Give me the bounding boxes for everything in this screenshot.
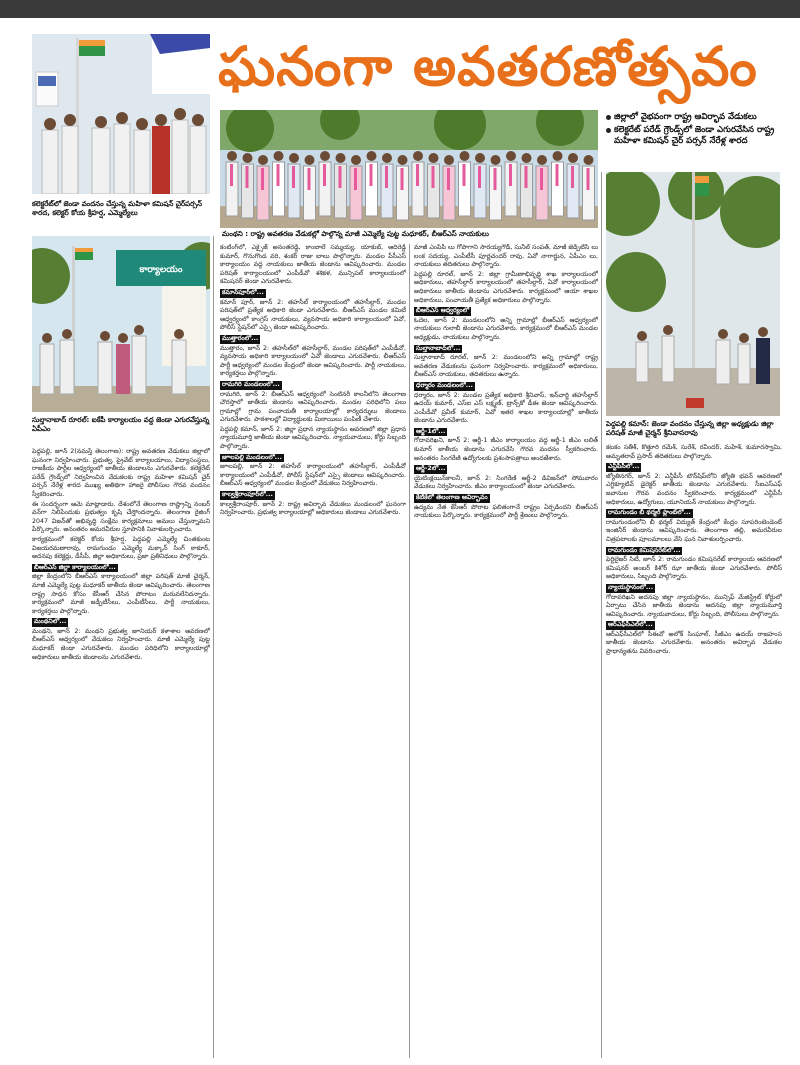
person-head — [491, 155, 501, 165]
section-subheading: బీఆర్ఎస్ జిల్లా కార్యాలయంలో... — [34, 563, 116, 571]
person-head — [460, 151, 470, 161]
section-subheading: న్యాయస్థానంలో... — [608, 583, 654, 591]
person-head — [429, 153, 439, 163]
section-subheading: జూలపల్లి మండలంలో... — [222, 453, 282, 461]
person-head — [227, 151, 237, 161]
section-subheading: కమాన్‌పూర్‌లో... — [222, 288, 264, 296]
person-scarf — [463, 164, 466, 186]
bullet-icon — [606, 128, 611, 133]
person-head — [382, 153, 392, 163]
person-scarf — [416, 164, 419, 186]
highlights-list — [606, 112, 796, 149]
article-paragraph: సుల్తానాబాద్ రూరల్, జూన్ 2: మండలంలోని అన్ని గ్రామాల్లో రాష్ట్ర అవతరణ వేడుకలను ఘనంగా నిర్వహించారు. కార్యక్రమంలో అధికారులు, బీఆర్ఎస్ నాయకులు, తదితరులు ఉన్నారు. — [414, 354, 598, 379]
subheading-row — [606, 546, 782, 557]
article-paragraph: పెద్దపల్లి కమాన్, జూన్ 2: జిల్లా ప్రధాన న్యాయస్థానం ఆవరణలో జిల్లా ప్రధాన న్యాయమూర్తి జాతీయ జెండా ఆవిష్కరించారు. న్యాయవాదులు, కోర్టు సిబ్బంది పాల్గొన్నారు. — [220, 425, 406, 451]
article-paragraph: పెద్దపల్లి, జూన్ 2(నమస్తే తెలంగాణ): రాష్ట్ర అవతరణ వేడుకలు జిల్లాలో ఘనంగా నిర్వహించారు. ప్రభుత్వ, ప్రైవేట్ కార్యాలయాలు, విద్యాసంస్థలు, రాజకీయ పార్టీల ఆధ్వర్యంలో జాతీయ జెండాలను ఎగురవేశారు. కలెక్టరేట్ పరేడ్ గ్రౌండ్స్‌లో నిర్వహించిన వేడుకలకు రాష్ట్ర మహిళా కమిషన్ చైర్ పర్సన్ నేరేళ్ల శారద ముఖ్య అతిథిగా హాజరై పోలీసుల గౌరవ వందనం స్వీకరించారు. — [32, 448, 210, 498]
article-paragraph: మంథని, జూన్ 2: మంథని ప్రభుత్వ జూనియర్ కళాశాల ఆవరణలో బీఆర్ఎస్ ఆధ్వర్యంలో వేడుకలు నిర్వహించారు. మాజీ ఎమ్మెల్యే పుట్ట మధూకర్ జెండా ఎగురవేశారు. మండల పరిధిలోని కార్యాలయాల్లో అధికారులు జాతీయ జెండాలను ఎగురవేశారు. — [32, 627, 210, 661]
person-scarf — [308, 168, 311, 190]
article-column-left — [32, 448, 210, 1060]
person-scarf — [354, 168, 357, 190]
person-head — [336, 153, 346, 163]
person-scarf — [540, 168, 543, 190]
section-subheading: ఎన్టీపీసీలో... — [608, 463, 640, 471]
page-header-bar — [0, 0, 800, 18]
section-subheading: ముత్తారంలో... — [222, 334, 259, 342]
subheading-row — [606, 620, 782, 631]
article-paragraph: యైటింక్లయిన్‌కాలనీ, జూన్ 2: సింగరేణి ఆర్జీ-2 డివిజన్‌లో సోమవారం వేడుకలు నిర్వహించారు. జీఎం కార్యాలయంలో జెండా ఎగురవేశారు. — [414, 474, 598, 491]
section-subheading: కేటీకేలో తెలంగాణ ఆవిర్భావం — [416, 494, 488, 502]
person-scarf — [478, 166, 481, 188]
column-divider — [213, 236, 214, 1058]
article-paragraph: కమాన్ పూర్, జూన్ 2: తహసీల్ కార్యాలయంలో తహసీల్దార్, మండల పరిషత్‌లో ప్రత్యేక అధికారి జెండా ఎగురవేశారు. బీఆర్ఎస్ మండల కమిటీ ఆధ్వర్యంలో కాంగ్రెస్ నాయకులు, వ్యవసాయ అధికారి కార్యాలయంలో ఏవో, పోలీస్ స్టేషన్‌లో ఎస్సై జెండా ఆవిష్కరించారు. — [220, 298, 406, 332]
person-scarf — [509, 164, 512, 186]
section-subheading: మంథనిలో... — [34, 618, 67, 626]
person-head — [351, 155, 361, 165]
subheading-row — [220, 380, 406, 391]
article-paragraph: గోదావరిఖని అదనపు జిల్లా న్యాయస్థానం, మున్సిఫ్ మేజిస్ట్రేట్ కోర్టులో ఏర్పాటు చేసిన జాతీయ జెండాను ఆదనపు జిల్లా న్యాయమూర్తి ఆవిష్కరించారు. న్యాయవాదులు, కోర్టు సిబ్బంది, పోలీసులు పాల్గొన్నారు. — [606, 593, 782, 618]
person-head — [413, 151, 423, 161]
person-scarf — [370, 164, 373, 186]
article-column-middle — [220, 244, 406, 1060]
section-subheading: ఆర్జీ-2లో... — [416, 465, 446, 473]
sign-board-text: కార్యాలయం — [139, 265, 183, 275]
person-scarf — [339, 166, 342, 188]
caption-photo-left-middle: సుల్తానాబాద్ రూరల్: ఐకేపీ కార్యాలయం వద్ద జెండా ఎగురవేస్తున్న ఏపీఎం — [32, 416, 210, 433]
person-scarf — [323, 164, 326, 186]
article-paragraph: ధర్మారం, జూన్ 2: మండల ప్రత్యేక అధికారి శ్రీనివాస్, ఇన్‌చార్జి తహసీల్దార్ ఉదయ్ కుమార్, ఎస్ఐ ఎస్ లక్ష్మణ్, ట్రాన్స్‌కో డీఈ జెండా ఆవిష్కరించారు. ఎంపీడీవో ప్రవీణ్ కుమార్, ఏవో ఇతర శాఖల కార్యాలయాల్లో జాతీయ జెండాను ఎగురవేశారు. — [414, 391, 598, 425]
person-scarf — [525, 166, 528, 188]
person-scarf — [385, 166, 388, 188]
article-paragraph: గోదావరిఖని, జూన్ 2: ఆర్జీ-1 జీఎం కార్యాలయం వద్ద ఆర్జీ-1 జీఎం లలిత్ కుమార్ జాతీయ జెండాను ఎగురవేసి గౌరవ వందనం స్వీకరించారు. అనంతరం సింగరేణి ఉద్యోగులకు ప్రశంసాపత్రాలు అందజేశారు. — [414, 437, 598, 462]
article-paragraph: జిల్లా కేంద్రంలోని బీఆర్ఎస్ కార్యాలయంలో జిల్లా పరిషత్ మాజీ చైర్మన్, మాజీ ఎమ్మెల్యే పుట్ట మధూకర్ జాతీయ జెండా ఆవిష్కరించారు. తెలంగాణ రాష్ట్ర సాధన కోసం కేసీఆర్ చేసిన పోరాటం మరువలేనిదన్నారు. కార్యక్రమంలో మాజీ జడ్పీటీసీలు, ఎంపీటీసీలు, పార్టీ నాయకులు, కార్యకర్తలు పాల్గొన్నారు. — [32, 573, 210, 615]
person-scarf — [494, 168, 497, 190]
subheading-row — [414, 464, 598, 475]
article-paragraph: ఓదెల, జూన్ 2: మండలంలోని అన్ని గ్రామాల్లో బీఆర్ఎస్ ఆధ్వర్యంలో నాయకులు గులాబీ జెండాను ఎగురవేశారు. కార్యక్రమంలో బీఆర్ఎస్ మండల అధ్యక్షుడు, నాయకులు పాల్గొన్నారు. — [414, 316, 598, 341]
article-paragraph: జూలపల్లి, జూన్ 2: తహసీల్ కార్యాలయంలో తహసీల్దార్, ఎంపీడీవో కార్యాలయంలో ఎంపీడీవో, పోలీస్ స్టేషన్‌లో ఎస్సై జెండాలు ఆవిష్కరించారు. బీఆర్ఎస్ ఆధ్వర్యంలో మండల కేంద్రంలో వేడుకలు నిర్వహించారు. — [220, 463, 406, 488]
person-head — [289, 153, 299, 163]
person-head — [584, 155, 594, 165]
photo-sign-board-office — [32, 236, 210, 412]
article-paragraph: కటకం సతీశ్, కొత్తూరి రమేశ్, సురేశ్, రవీందర్, మహేశ్, కుమారస్వామి, అమృతరావ్ ప్రసాద్ తదితరులు పాల్గొన్నారు. — [606, 444, 782, 460]
subheading-row — [220, 334, 406, 345]
column-divider — [601, 172, 602, 1058]
article-paragraph: కాల్వశ్రీరాంపూర్, జూన్ 2: రాష్ట్ర అవిర్భావ వేడుకలు మండలంలో ఘనంగా నిర్వహించారు. ప్రభుత్వ కార్యాలయాల్లో అధికారులు జెండాలు ఎగురవేశారు. — [220, 500, 406, 517]
person-head — [537, 155, 547, 165]
subheading-row — [32, 563, 210, 574]
section-subheading: రామగిరి మండలంలో... — [222, 380, 280, 388]
person-head — [305, 155, 315, 165]
highlight-item: కలెక్టరేట్ పరేడ్ గ్రౌండ్స్‌లో జెండా ఎగురవేసిన రాష్ట్ర మహిళా కమిషన్ చైర్ పర్సన్ నేరేళ్ల శారద — [606, 125, 796, 147]
article-paragraph: ఈ సందర్భంగా ఆమె మాట్లాడారు. దేశంలోనే తెలంగాణ రాష్ట్రాన్ని నంబర్ వన్‌గా నిలిపేందుకు ప్రభుత్వం కృషి చేస్తోందన్నారు. తెలంగాణ రైజింగ్ 2047 విజన్‌తో అభివృద్ధి సంక్షేమ కార్యక్రమాలు అమలు చేస్తున్నామని పేర్కొన్నారు. అనంతరం అమరవీరుల స్తూపానికి నివాళులర్పించారు. — [32, 500, 210, 534]
subheading-row — [220, 490, 406, 501]
person-scarf — [277, 164, 280, 186]
person-scarf — [230, 164, 233, 186]
article-column-third — [414, 244, 598, 1060]
person-head — [553, 151, 563, 161]
section-subheading: ఆర్ఎఫ్‌సీఎల్‌లో... — [608, 621, 653, 629]
person-head — [274, 151, 284, 161]
person-scarf — [556, 164, 559, 186]
article-paragraph: జ్యోతినగర్, జూన్ 2: ఎన్టీపీసీ టౌన్‌షిప్‌లోని జ్యోతి భవన్ ఆవరణలో ఎగ్జిక్యూటివ్ డైరెక్టర్ జాతీయ జెండాను ఎగురవేశారు. సీఐఎస్ఎఫ్ జవానుల గౌరవ వందనం స్వీకరించారు. కార్యక్రమంలో ఎన్టీపీసీ అధికారులు, ఉద్యోగులు, యూనియన్ నాయకులు పాల్గొన్నారు. — [606, 472, 782, 506]
section-subheading: రామగుండం బీ థర్మల్ ప్లాంట్‌లో... — [608, 509, 691, 517]
person-scarf — [246, 166, 249, 188]
article-paragraph: ఆర్ఎఫ్‌సీఎల్‌లో సీఈవో అలోక్ సింఘాల్, సీజీఎం ఉదయ్ రాజహంస జాతీయ జెండాను ఎగురవేశారు. అనంతరం అవిర్భావ వేడుకల ప్రాధాన్యతను వివరించారు. — [606, 630, 782, 656]
caption-photo-top-left: కలెక్టరేట్‌లో జెండా వందనం చేస్తున్న మహిళా కమిషన్ చైర్‌పర్సన్ శారద, కలెక్టర్ కోయ శ్రీహర్ష, ఎమ్మెల్యేలు — [32, 200, 202, 217]
section-subheading: కాల్వశ్రీరాంపూర్‌లో... — [222, 491, 273, 499]
subheading-row — [220, 288, 406, 299]
article-paragraph: రామగుండంలోని బీ థర్మల్ విద్యుత్ కేంద్రంలో కేంద్రం సూపరింటెండెంట్ ఇంజినీర్ జెండాను ఆవిష్కరించారు. తెలంగాణ తల్లి, అమరవీరుల చిత్రపటాలకు పూలమాలలు వేసి ఘన నివాళులర్పించారు. — [606, 518, 782, 543]
subheading-row — [606, 462, 782, 473]
highlight-item: జిల్లాలో వైభవంగా రాష్ట్ర ఆవిర్భావ వేడుకలు — [606, 112, 796, 123]
subheading-row — [414, 493, 598, 504]
person-head — [444, 155, 454, 165]
photo-flag-salute — [606, 172, 780, 416]
article-paragraph: కంటింగ్‌లో, ఎక్సైజ్ అనంతరెడ్డి, కాంబాలే సమ్మయ్య, యాకుబ్, ఆదిరెడ్డి కుమార్, గొనుగొండ వరి, శంకర్ రాజు బాలు పాల్గొన్నారు. మండల పీసీఎస్ కార్యాలయం వద్ద నాయకులు జాతీయ జెండాను ఆవిష్కరించారు. మండల పరిషత్ కార్యాలయంలో ఎంపీడీవో శశికళ, మున్సిపల్ కార్యాలయంలో కమిషనర్ జెండా ఎగురవేశారు. — [220, 244, 406, 286]
section-subheading: ఆర్జీ-1లో... — [416, 427, 446, 435]
article-paragraph: పెద్దపల్లి రూరల్, జూన్ 2: జిల్లా గ్రామీణాభివృద్ధి శాఖ కార్యాలయంలో అధికారులు, తహసీల్దార్ కార్యాలయంలో తహసీల్దార్, ఏవో కార్యాలయంలో అధికారులు జాతీయ జెండాను ఎగురవేశారు. కార్యక్రమంలో ఆయా శాఖల అధికారులు, పంచాయతీ ప్రత్యేక అధికారులు పాల్గొన్నారు. — [414, 270, 598, 304]
subheading-row — [220, 453, 406, 464]
caption-photo-center: మంథని : రాష్ట్ర అవతరణ వేడుకల్లో పాల్గొన్న మాజీ ఎమ్మెల్యే పుట్ట మధూకర్, బీఆర్ఎస్ నాయకులు — [222, 230, 489, 238]
person-scarf — [432, 166, 435, 188]
bullet-icon — [606, 115, 611, 120]
person-head — [522, 153, 532, 163]
person-head — [398, 155, 408, 165]
person-head — [475, 153, 485, 163]
caption-photo-right: పెద్దపల్లి కమాన్: జెండా వందనం చేస్తున్న జిల్లా అధ్యక్షుడు జిల్లా పరిషత్ మాజీ చైర్మన్ శ్రీనివాసరావు — [606, 420, 774, 437]
column-divider — [409, 244, 410, 1058]
person-head — [367, 151, 377, 161]
section-subheading: రామగుండం కమిషనరేట్‌లో... — [608, 546, 681, 554]
person-head — [243, 153, 253, 163]
photo-group-leaders — [220, 110, 598, 228]
article-paragraph: కార్యక్రమంలో కలెక్టర్ కోయ శ్రీహర్ష, పెద్దపల్లి ఎమ్మెల్యే చింతకుంట విజయరమణారావు, రామగుండం ఎమ్మెల్యే మక్కాన్ సింగ్ ఠాకూర్, అదనపు కలెక్టర్లు, డీసీపీ, జిల్లా అధికారులు, ప్రజా ప్రతినిధులు పాల్గొన్నారు. — [32, 535, 210, 561]
person-scarf — [447, 168, 450, 190]
subheading-row — [414, 344, 598, 355]
headline: ఘనంగా అవతరణోత్సవం — [218, 34, 758, 98]
article-column-right — [606, 444, 782, 1060]
subheading-row — [414, 306, 598, 317]
photo-flag-hoisting-collectorate — [32, 34, 210, 194]
subheading-row — [414, 381, 598, 392]
person-scarf — [587, 168, 590, 190]
article-paragraph: ముత్తారం, జూన్ 2: తహసీల్‌లో తహసీల్దార్, మండల పరిషత్‌లో ఎంపీడీవో, వ్యవసాయ అధికారి కార్యాలయంలో ఏవో జెండాలు ఎగురవేశారు. బీఆర్ఎస్ పార్టీ ఆధ్వర్యంలో మండల కేంద్రంలో జెండా ఆవిష్కరించారు. పార్టీ నాయకులు, కార్యకర్తలు పాల్గొన్నారు. — [220, 344, 406, 378]
person-scarf — [292, 166, 295, 188]
article-paragraph: రామగిరి, జూన్ 2: బీఆర్ఎస్ ఆధ్వర్యంలో సెంటినరీ కాలనీలోని తెలంగాణ చౌరస్తాలో జాతీయ జెండాను ఆవిష్కరించారు. మండల పరిధిలోని పలు గ్రామాల్లో గ్రామ పంచాయతీ కార్యాలయాల్లో కార్యదర్శులు జెండాలు ఎగురవేశారు. పాఠశాలల్లో విద్యార్థులకు మిఠాయిలు పంపిణీ చేశారు. — [220, 390, 406, 424]
article-paragraph: ఫెర్టిలైజర్ సిటీ, జూన్ 2: రామగుండం కమిషనరేట్ కార్యాలయ ఆవరణలో కమిషనర్ అంబర్ కిశోర్ ఝా జాతీయ జెండా ఎగురవేశారు. పోలీస్ అధికారులు, సిబ్బంది పాల్గొన్నారు. — [606, 556, 782, 581]
section-subheading: సుల్తానాబాద్‌లో... — [416, 344, 461, 352]
person-scarf — [401, 168, 404, 190]
article-paragraph: ఉద్యమ నేత కేసీఆర్ పోరాట ఫలితంగానే రాష్ట్రం ఏర్పడిందని బీఆర్ఎస్ నాయకులు పేర్కొన్నారు. కార్యక్రమంలో పార్టీ శ్రేణులు పాల్గొన్నారు. — [414, 503, 598, 520]
subheading-row — [32, 617, 210, 628]
article-paragraph: మాజీ ఎంపీపీ లు గోపాగాని సారయ్యగౌడ్, సునీల్ సంపత్, మాజీ జెడ్పీటీసీ లు లంక సదయ్య, ఎంపీటీసీ పూర్ణచందర్ రావు, ఏవో నాగార్జున, ఏపీఎం లు, నాయకులు తదితరులు పాల్గొన్నారు. — [414, 244, 598, 269]
person-scarf — [261, 168, 264, 190]
subheading-row — [606, 583, 782, 594]
person-scarf — [571, 166, 574, 188]
person-head — [568, 153, 578, 163]
section-subheading: బీఆర్ఎస్ ఆధ్వర్యంలో — [416, 307, 470, 315]
person-head — [506, 151, 516, 161]
subheading-row — [606, 508, 782, 519]
section-subheading: ధర్మారం మండలంలో... — [416, 381, 473, 389]
person-head — [320, 151, 330, 161]
person-head — [258, 155, 268, 165]
subheading-row — [414, 427, 598, 438]
